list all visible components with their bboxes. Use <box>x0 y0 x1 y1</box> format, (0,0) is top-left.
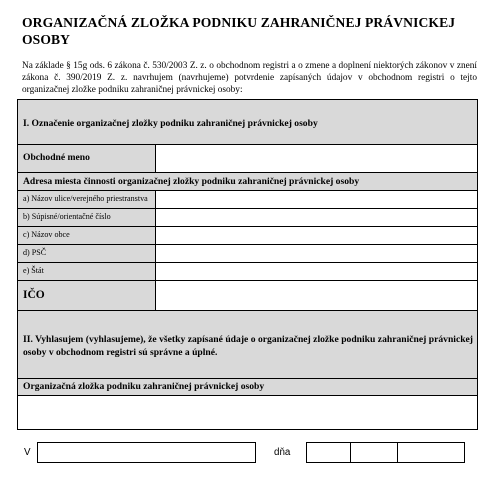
signature-heading: Organizačná zložka podniku zahraničnej právnickej osoby <box>23 381 265 392</box>
place-label: V <box>24 447 31 458</box>
ico-label: IČO <box>23 289 45 301</box>
number-field[interactable] <box>156 209 477 225</box>
intro-paragraph: Na základe § 15g ods. 6 zákona č. 530/2003 Z. z. o obchodnom registri a o zmene a doplnení niektorých zákonov v znení zákona č. 390/2019 Z. z. navrhujem (navrhujeme) potvrdenie zapísaných údajov v obchodnom registri o tejto organizačnej zložke podniku zahraničnej právnickej osoby: <box>22 61 477 95</box>
row-divider <box>18 378 477 379</box>
municipality-label: c) Názov obce <box>23 230 70 239</box>
number-label: b) Súpisné/orientačné číslo <box>23 212 111 221</box>
date-label: dňa <box>274 447 291 458</box>
date-input[interactable] <box>306 442 465 463</box>
document-title: ORGANIZAČNÁ ZLOŽKA PODNIKU ZAHRANIČNEJ PRÁVNICKEJ OSOBY <box>22 15 456 47</box>
postal-code-field[interactable] <box>156 245 477 261</box>
date-day-cell[interactable] <box>307 443 351 462</box>
street-label: a) Názov ulice/verejného priestranstva <box>23 194 148 203</box>
address-heading: Adresa miesta činnosti organizačnej zložky podniku zahraničnej právnickej osoby <box>23 176 360 187</box>
date-month-cell[interactable] <box>351 443 398 462</box>
place-input[interactable] <box>37 442 256 463</box>
row-divider <box>18 172 477 173</box>
ico-field[interactable] <box>156 281 477 309</box>
column-divider <box>155 144 156 172</box>
row-divider <box>18 144 477 145</box>
row-divider <box>18 310 477 311</box>
section1-heading: I. Označenie organizačnej zložky podniku zahraničnej právnickej osoby <box>23 118 318 129</box>
section2-declaration: II. Vyhlasujem (vyhlasujeme), že všetky zapísané údaje o organizačnej zložke podniku zahraničnej právnickej osoby v obchodnom registri sú správne a úplné. <box>23 334 473 358</box>
signature-field[interactable] <box>18 396 477 429</box>
date-year-cell[interactable] <box>398 443 464 462</box>
postal-code-label: d) PSČ <box>23 248 47 257</box>
business-name-label: Obchodné meno <box>23 152 90 163</box>
form-table <box>17 99 478 430</box>
country-label: e) Štát <box>23 266 44 275</box>
municipality-field[interactable] <box>156 227 477 243</box>
street-field[interactable] <box>156 191 477 207</box>
country-field[interactable] <box>156 263 477 279</box>
